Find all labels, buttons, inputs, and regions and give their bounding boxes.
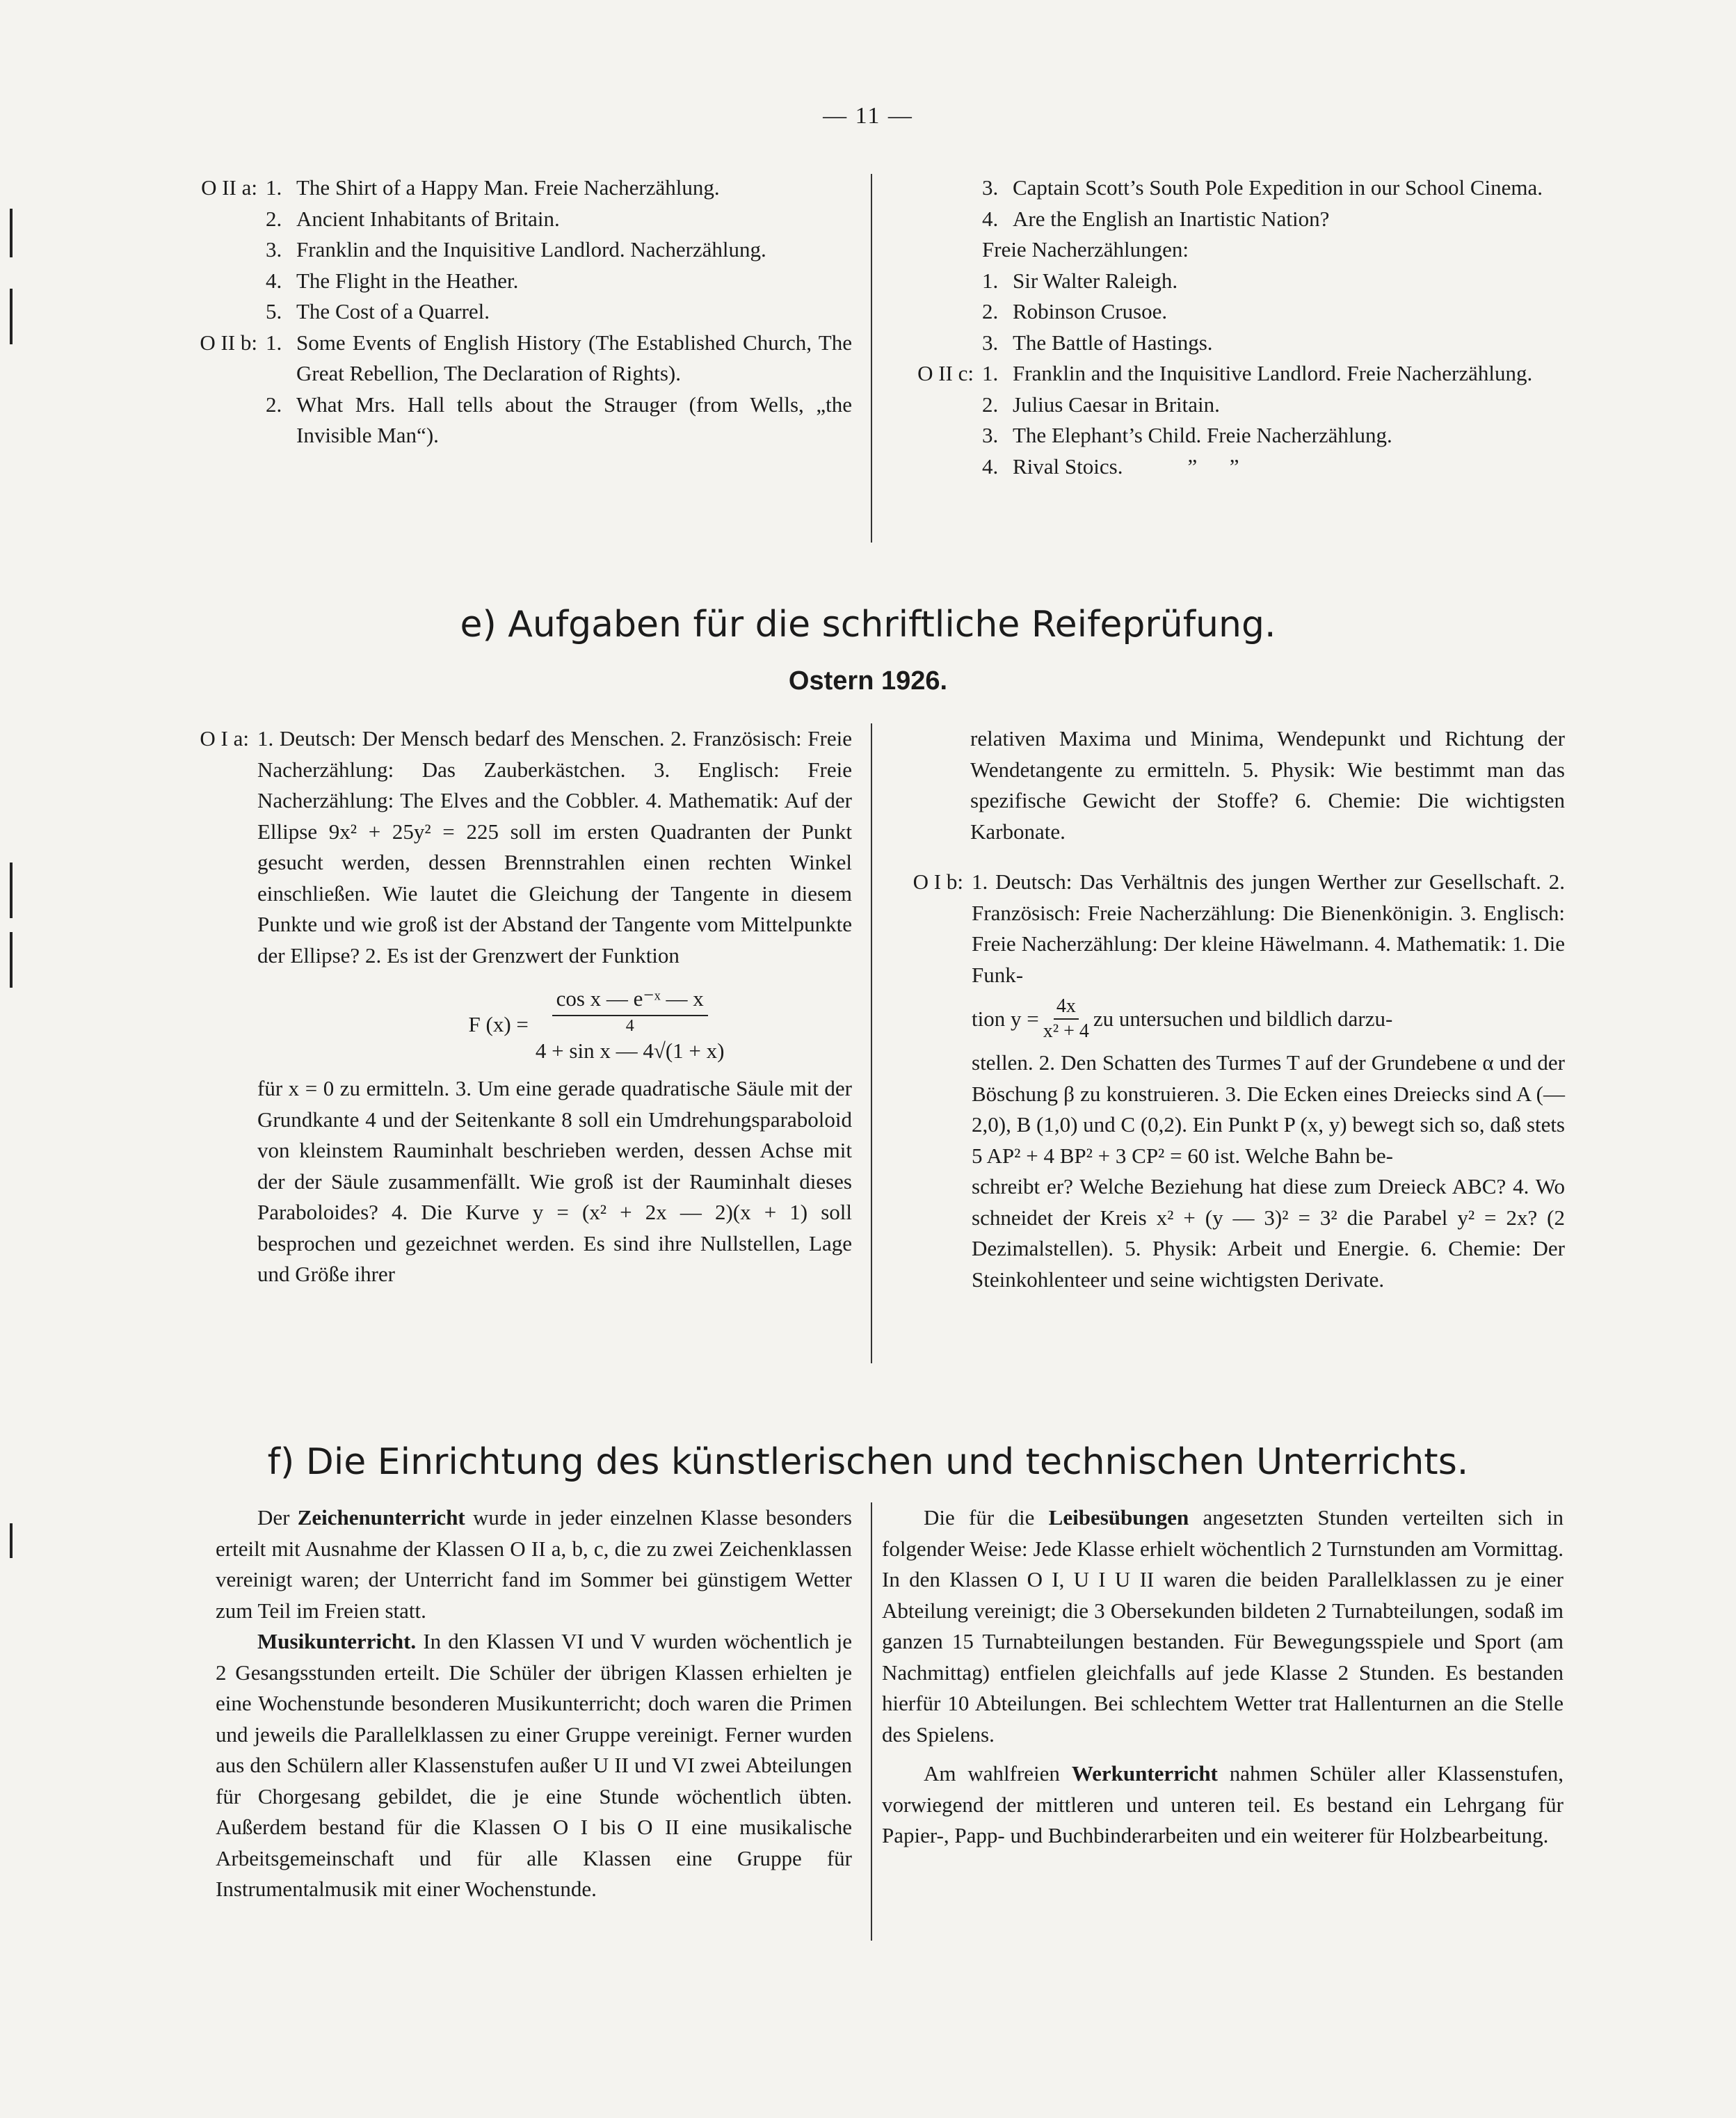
- list-item: [266, 390, 852, 451]
- item-number: 3.: [982, 423, 999, 447]
- list-item: [982, 296, 1565, 328]
- sub-heading: Freie Nacherzählungen:: [982, 237, 1189, 262]
- function-suffix: zu untersuchen und bildlich darzu-: [1093, 1006, 1393, 1031]
- list-item: [982, 358, 1565, 390]
- exam-entry-oib: [897, 867, 1565, 1295]
- item-text: The Cost of a Quarrel.: [296, 299, 490, 323]
- term-physical-education: Leibesübungen: [1048, 1505, 1189, 1530]
- item-text: Some Events of English History (The Established Church, The Great Rebellion, The Declaration of Rights).: [296, 330, 852, 385]
- item-number: 1.: [982, 268, 999, 293]
- paragraph-physical-education: [882, 1502, 1564, 1750]
- formula-four: 4: [625, 1016, 634, 1035]
- list-item: [266, 234, 852, 266]
- item-number: 3.: [982, 175, 999, 200]
- section-f-right-column: [882, 1502, 1564, 1852]
- item-number: 4.: [266, 268, 282, 293]
- list-item: [982, 204, 1565, 235]
- class-entry-oiia: [174, 173, 852, 328]
- column-divider: [871, 1502, 872, 1941]
- class-label: [897, 173, 982, 234]
- item-text: Are the English an Inartistic Nation?: [1013, 206, 1330, 231]
- exam-text: stellen. 2. Den Schatten des Turmes T auf der Grundebene α und der Böschung β zu konstruieren. 3. Die Ecken eines Dreiecks sind A (— 2,0), B (1,0) und C (0,2). Ein Punkt P (x, y) bewegt sich so, daß stets: [972, 1050, 1565, 1137]
- section-e-left-column: [174, 723, 852, 1290]
- item-number: 2.: [982, 299, 999, 323]
- term-crafts: Werkunterricht: [1071, 1761, 1218, 1786]
- function-prefix: tion y =: [972, 1006, 1039, 1031]
- item-number: 1.: [266, 175, 282, 200]
- item-text: Julius Caesar in Britain.: [1013, 392, 1220, 417]
- list-item: [982, 420, 1565, 451]
- margin-mark: [10, 932, 13, 988]
- class-label: O II c:: [917, 361, 974, 385]
- exam-text: schreibt er? Welche Beziehung hat diese zum Dreieck ABC? 4. Wo schneidet der Kreis x² + (y — 3)² = 3² die Parabel y² = 2x? (2 Dezimalstellen). 5. Physik: Arbeit und Energie. 6. Chemie: Der Steinkohlenteer und seine wichtigsten Derivate.: [972, 1174, 1565, 1292]
- class-label: O II a:: [201, 175, 257, 200]
- list-item: [266, 266, 852, 297]
- equation-line: 5 AP² + 4 BP² + 3 CP² = 60 ist. Welche Bahn be-: [972, 1143, 1393, 1168]
- class-label: O II b:: [200, 330, 257, 355]
- item-text: The Battle of Hastings.: [1013, 330, 1213, 355]
- section-subheading-date: Ostern 1926.: [788, 666, 948, 696]
- fraction-numerator: 4x: [1054, 995, 1079, 1020]
- list-item: [982, 328, 1565, 359]
- item-text: What Mrs. Hall tells about the Strauger (from Wells, „the Invisible Man“).: [296, 392, 852, 447]
- section-f-left-column: [216, 1502, 852, 1905]
- function-line: [972, 995, 1565, 1043]
- top-left-column: [174, 173, 852, 451]
- list-item: [982, 451, 1565, 483]
- class-label: O I a:: [200, 726, 249, 751]
- class-label: [897, 234, 982, 358]
- item-text: Rival Stoics. ” ”: [1013, 454, 1239, 479]
- item-number: 3.: [982, 330, 999, 355]
- item-text: Franklin and the Inquisitive Landlord. Freie Nacherzählung.: [1013, 361, 1533, 385]
- margin-mark: [10, 289, 13, 344]
- item-number: 1.: [982, 361, 999, 385]
- function-fraction: [1043, 995, 1089, 1043]
- class-entry-oiib-cont: [897, 173, 1565, 234]
- page-number: — 11 —: [823, 103, 913, 129]
- formula-numerator: cos x — e⁻ˣ — x: [552, 984, 708, 1016]
- margin-mark: [10, 1523, 13, 1558]
- item-number: 4.: [982, 454, 999, 479]
- list-item: [266, 204, 852, 235]
- item-number: 2.: [266, 206, 282, 231]
- paragraph-drawing: [216, 1502, 852, 1626]
- text: nahmen Schüler aller Klassenstufen, vorwiegend der mittleren und unteren teil. Es bestand ein Lehrgang für Papier-, Papp- und Buchbinderarbeiten und ein weiterer für Holzbearbeitung.: [882, 1761, 1564, 1847]
- item-text: Franklin and the Inquisitive Landlord. Nacherzählung.: [296, 237, 766, 262]
- class-entry-free-retellings: [897, 234, 1565, 358]
- text: Die für die: [924, 1505, 1049, 1530]
- formula-fraction: [536, 984, 725, 1066]
- class-label: O I b:: [913, 869, 963, 894]
- text: In den Klassen VI und V wurden wöchentlich je 2 Gesangsstunden erteilt. Die Schüler der übrigen Klassen erhielten je eine Wochenstunde besonderen Musikunterricht; doch waren die Primen und jeweils die Parallelklassen zu einer Gruppe vereinigt. Ferner wurden aus den Schülern aller Klassenstufen außer U II und VI zwei Abteilungen für Chorgesang gebildet, die je eine Stunde wöchentlich übten. Außerdem bestand für die Klassen O I bis O II eine musikalische Arbeitsgemeinschaft und für alle Klassen eine Gruppe für Instrumentalmusik mit einer Wochenstunde.: [216, 1629, 852, 1901]
- item-text: The Elephant’s Child. Freie Nacherzählung.: [1013, 423, 1392, 447]
- class-entry-oiic: [897, 358, 1565, 482]
- text: Der: [257, 1505, 298, 1530]
- list-item: [266, 173, 852, 204]
- item-text: Captain Scott’s South Pole Expedition in our School Cinema.: [1013, 175, 1543, 200]
- section-heading-e: e) Aufgaben für die schriftliche Reifeprüfung.: [460, 604, 1276, 645]
- fraction-denominator: x² + 4: [1043, 1020, 1089, 1042]
- formula-denominator: 4 + sin x — 4√(1 + x): [535, 1038, 725, 1063]
- exam-text: 1. Deutsch: Das Verhältnis des jungen Werther zur Gesellschaft. 2. Französisch: Freie Nacherzählung: Die Bienenkönigin. 3. Englisch: Freie Nacherzählung: Der kleine Häwelmann. 4. Mathematik: 1. Die Funk-: [972, 869, 1565, 987]
- item-number: 2.: [982, 392, 999, 417]
- limit-formula: [341, 984, 852, 1066]
- item-number: 4.: [982, 206, 999, 231]
- exam-text: 1. Deutsch: Der Mensch bedarf des Menschen. 2. Französisch: Freie Nacherzählung: Das Zauberkästchen. 3. Englisch: Freie Nacherzählung: The Elves and the Cobbler. 4. Mathematik: Auf der Ellipse 9x² + 25y² = 225 soll im ersten Quadranten der Punkt gesucht werden, dessen Brennstrahlen einen rechten Winkel einschließen. Wie lautet die Gleichung der Tangente in diesem Punkte und wie groß ist der Abstand der Tangente vom Mittelpunkte der Ellipse? 2. Es ist der Grenzwert der Funktion: [257, 726, 852, 968]
- paragraph-crafts: [882, 1758, 1564, 1852]
- exam-text: für x = 0 zu ermitteln. 3. Um eine gerade quadratische Säule mit der Grundkante 4 und der Seitenkante 8 soll ein Umdrehungsparaboloid von kleinstem Rauminhalt beschrieben werden, dessen Achse mit der der Säule zusammenfällt. Wie groß ist der Rauminhalt dieses Paraboloides? 4. Die Kurve y = (x² + 2x — 2)(x + 1) soll besprochen und gezeichnet werden. Es sind ihre Nullstellen, Lage und Größe ihrer: [257, 1076, 852, 1286]
- exam-entry-oia: [174, 723, 852, 1290]
- item-text: The Flight in the Heather.: [296, 268, 519, 293]
- exam-text-continued: relativen Maxima und Minima, Wendepunkt und Richtung der Wendetangente zu ermitteln. 5. Physik: Wie bestimmt man das spezifische Gewicht der Stoffe? 6. Chemie: Die wichtigsten Karbonate.: [970, 726, 1565, 844]
- text: angesetzten Stunden verteilten sich in folgender Weise: Jede Klasse erhielt wöchentlich 2 Turnstunden am Vormittag. In den Klassen O I, U I U II waren die beiden Parallelklassen zu je einer Abteilung vereinigt; die 3 Obersekunden bildeten 2 Turnabteilungen, sodaß im ganzen 15 Turnabteilungen bestanden. Für Bewegungsspiele und Sport (am Nachmittag) entfielen gleichfalls auf jede Klasse 2 Stunden. Es bestanden hierfür 10 Abteilungen. Bei schlechtem Wetter trat Hallenturnen an die Stelle des Spielens.: [882, 1505, 1564, 1747]
- section-e-right-column: [897, 723, 1565, 1295]
- list-item: [982, 173, 1565, 204]
- item-text: Sir Walter Raleigh.: [1013, 268, 1178, 293]
- column-divider: [871, 174, 872, 543]
- margin-mark: [10, 863, 13, 918]
- item-number: 5.: [266, 299, 282, 323]
- list-item: [266, 328, 852, 390]
- list-item: [982, 390, 1565, 421]
- item-text: Ancient Inhabitants of Britain.: [296, 206, 560, 231]
- list-item: [982, 266, 1565, 297]
- term-drawing: Zeichenunterricht: [297, 1505, 465, 1530]
- column-divider: [871, 723, 872, 1363]
- item-number: 1.: [266, 330, 282, 355]
- formula-lhs: F (x) =: [468, 1012, 529, 1037]
- item-text: Robinson Crusoe.: [1013, 299, 1168, 323]
- top-right-column: [897, 173, 1565, 482]
- item-text: The Shirt of a Happy Man. Freie Nacherzählung.: [296, 175, 720, 200]
- list-item: [266, 296, 852, 328]
- class-entry-oiib: [174, 328, 852, 451]
- item-number: 2.: [266, 392, 282, 417]
- text: Am wahlfreien: [924, 1761, 1072, 1786]
- text: wurde in jeder einzelnen Klasse besonders erteilt mit Ausnahme der Klassen O II a, b, c, die zu zwei Zeichenklassen vereinigt waren; der Unterricht fand im Sommer bei günstigem Wetter zum Teil im Freien statt.: [216, 1505, 852, 1623]
- section-heading-f: f) Die Einrichtung des künstlerischen und technischen Unterrichts.: [267, 1441, 1469, 1483]
- margin-mark: [10, 209, 13, 257]
- item-number: 3.: [266, 237, 282, 262]
- term-music: Musikunterricht.: [257, 1629, 417, 1653]
- paragraph-music: [216, 1626, 852, 1905]
